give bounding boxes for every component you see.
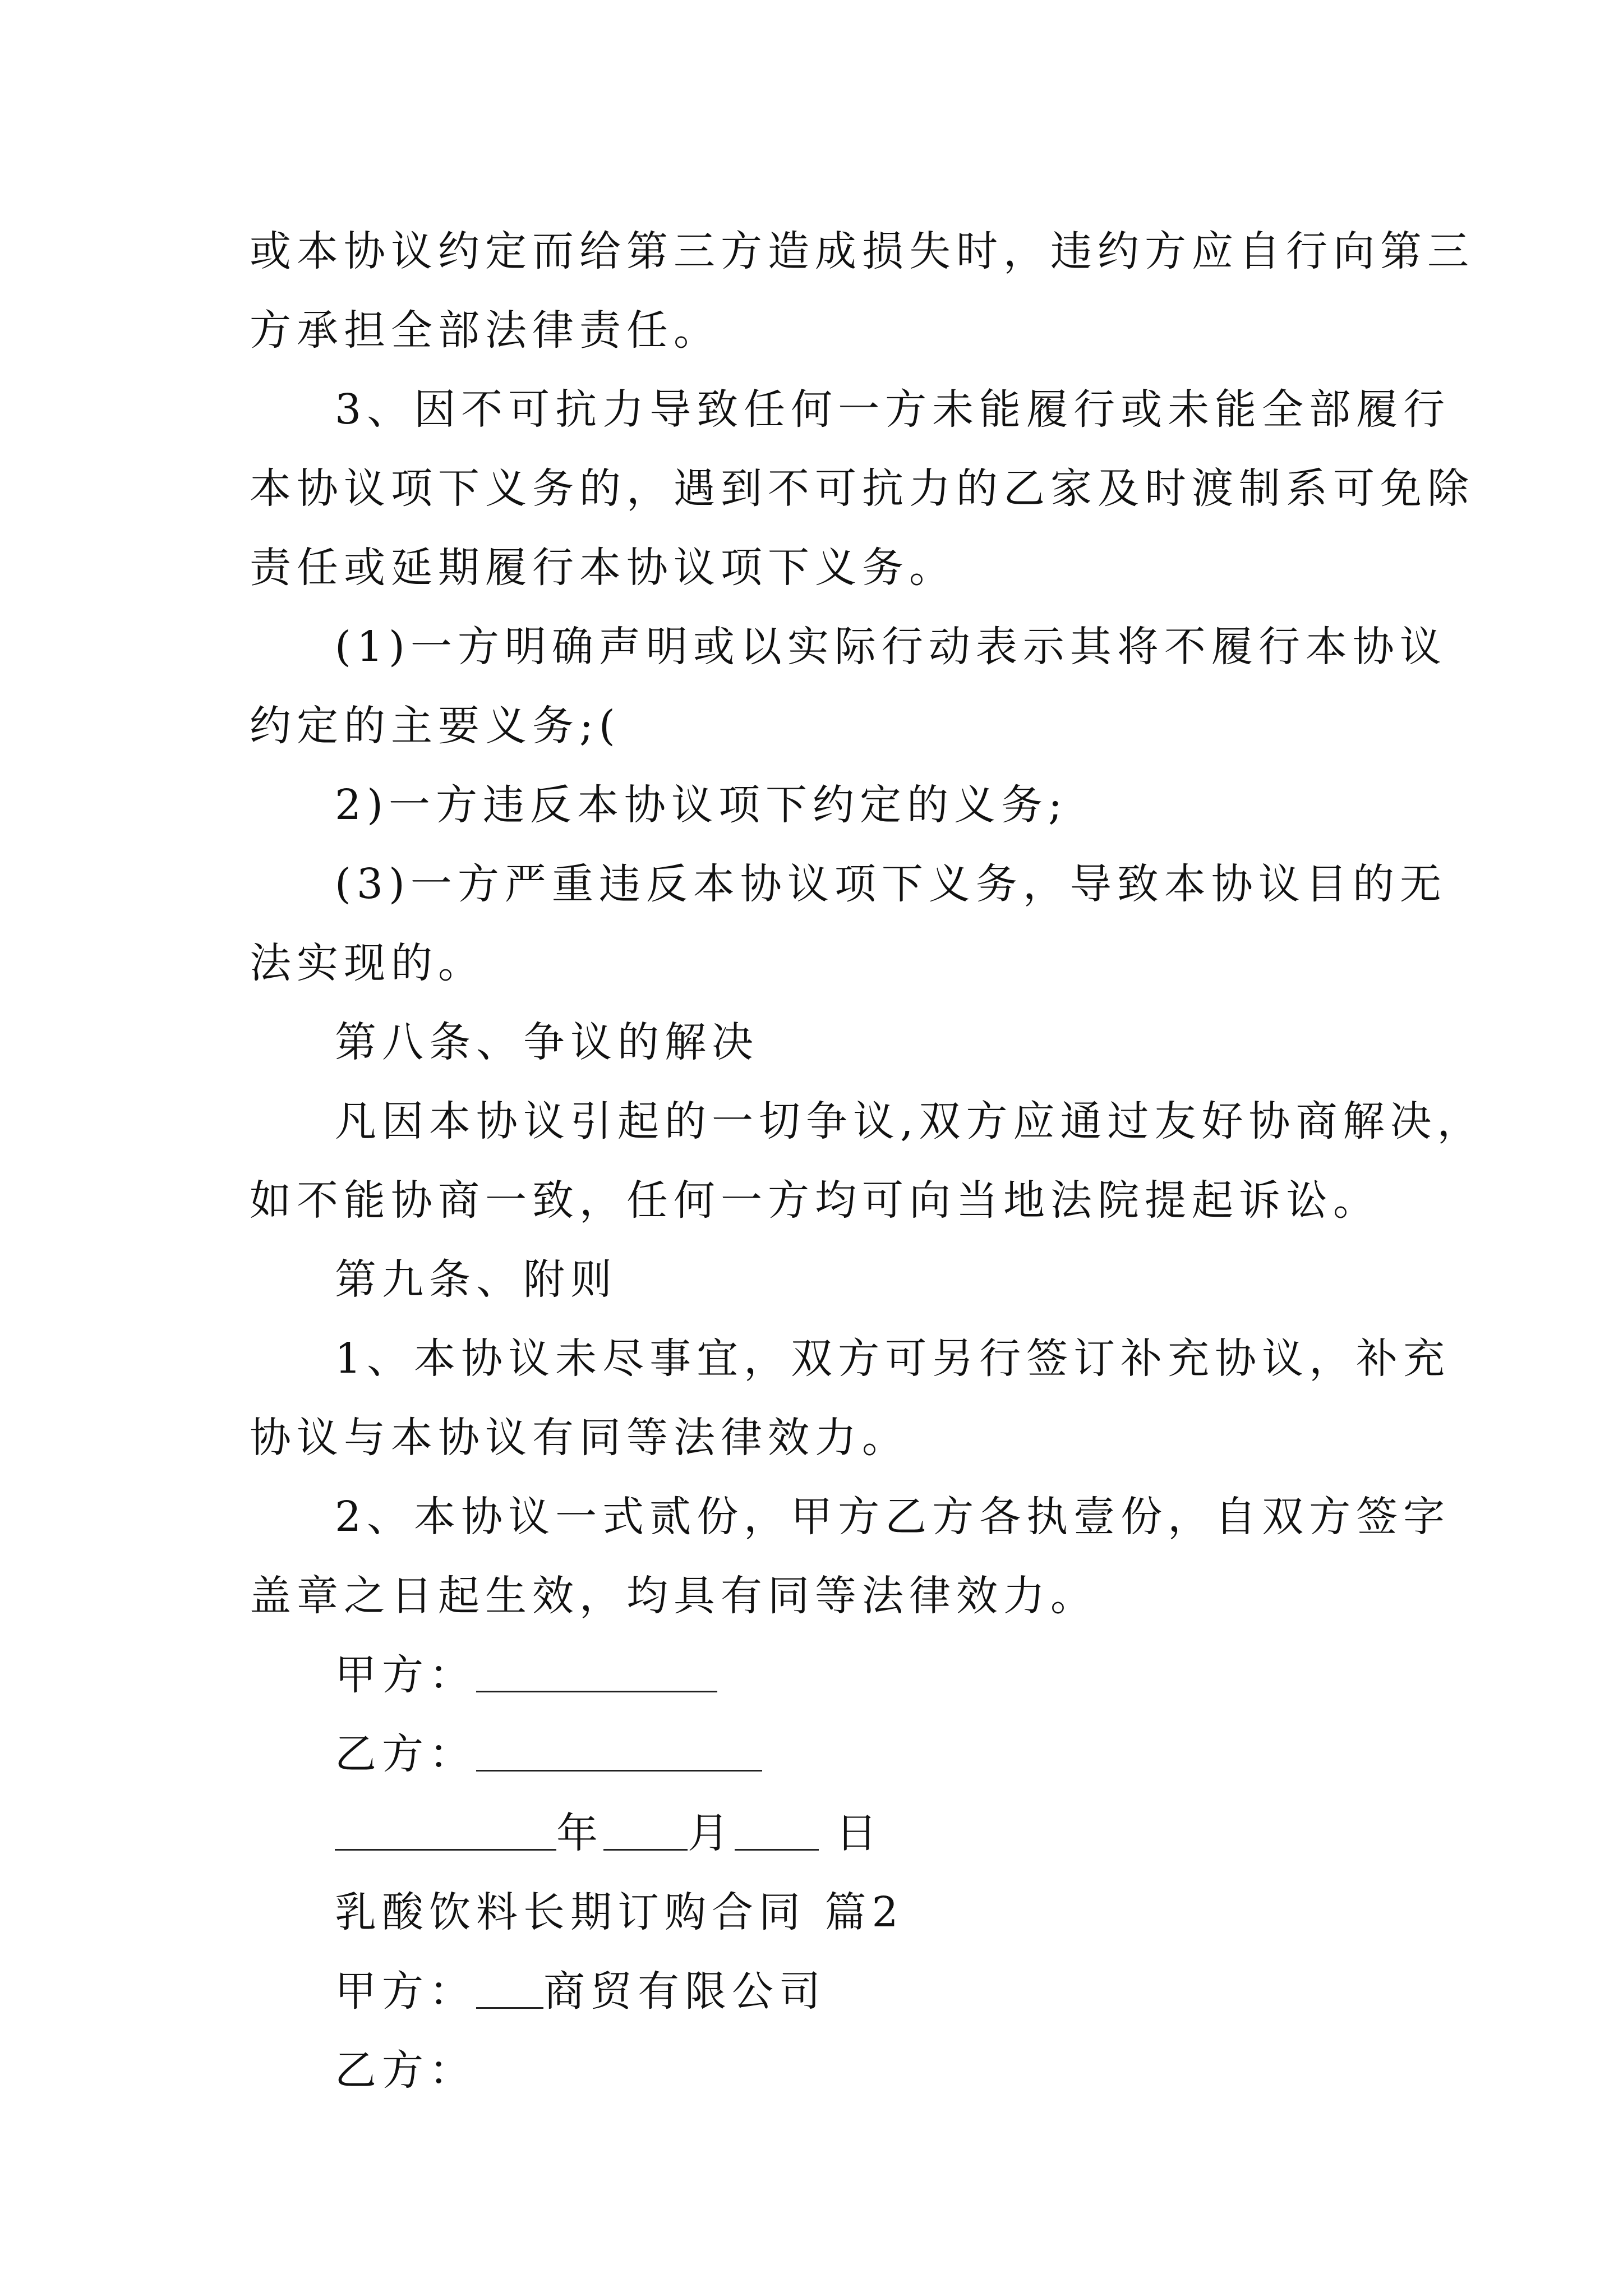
month-blank	[603, 1807, 688, 1851]
article-8-text-line-1: 凡因本协议引起的一切争议,双方应通过友好协商解决，	[335, 1097, 1484, 1145]
article-9-clause-1-line-1: 1、本协议未尽事宜，双方可另行签订补充协议，补充	[335, 1335, 1451, 1383]
item-2: 2)一方违反本协议项下约定的义务;	[335, 781, 1068, 829]
item-3-line-2: 法实现的。	[250, 939, 485, 987]
party-b-label: 乙方：	[335, 1730, 476, 1778]
article-9-heading: 第九条、附则	[335, 1255, 617, 1304]
contract-2-party-a-label: 甲方：	[335, 1967, 476, 2016]
article-9-clause-1-line-2: 协议与本协议有同等法律效力。	[250, 1414, 909, 1462]
contract-2-party-a-name: 商贸有限公司	[543, 1967, 826, 2016]
contract-2-party-b	[250, 2031, 1377, 2110]
day-blank	[735, 1807, 819, 1851]
article-9-clause-2-line-1: 2、本协议一式贰份，甲方乙方各执壹份，自双方签字	[335, 1493, 1451, 1541]
article-9-clause-2-line-2: 盖章之日起生效，均具有同等法律效力。	[250, 1572, 1098, 1620]
contract-2-title: 乳酸饮料长期订购合同 篇2	[335, 1888, 904, 1936]
party-b-signature-blank	[476, 1728, 762, 1772]
signature-date	[250, 1794, 1377, 1873]
party-a-label: 甲方：	[335, 1651, 476, 1699]
signature-party-b	[250, 1715, 1377, 1794]
contract-2-party-a	[250, 1952, 1377, 2031]
paragraph-1-line-2: 方承担全部法律责任。	[250, 306, 721, 355]
month-label: 月	[688, 1809, 735, 1857]
item-1-line-2: 约定的主要义务;(	[250, 702, 621, 750]
paragraph-2-line-3: 责任或延期履行本协议项下义务。	[250, 544, 956, 592]
paragraph-2-line-2: 本协议项下义务的，遇到不可抗力的乙家及时渡制系可免除	[250, 464, 1474, 513]
paragraph-2-line-1: 3、因不可抗力导致任何一方未能履行或未能全部履行	[335, 385, 1451, 434]
contract-2-party-b-label: 乙方：	[335, 2046, 476, 2095]
day-label: 日	[836, 1809, 883, 1857]
article-8-heading: 第八条、争议的解决	[335, 1018, 759, 1066]
item-1-line-1: (1)一方明确声明或以实际行动表示其将不履行本协议	[335, 623, 1447, 671]
party-a-signature-blank	[476, 1649, 717, 1692]
item-3-line-1: (3)一方严重违反本协议项下义务，导致本协议目的无	[335, 860, 1447, 908]
document-body	[250, 212, 1484, 2110]
year-blank	[335, 1807, 556, 1851]
article-8-text-line-2: 如不能协商一致，任何一方均可向当地法院提起诉讼。	[250, 1176, 1380, 1225]
year-label: 年	[556, 1809, 603, 1857]
signature-party-a	[250, 1636, 1377, 1715]
contract-2-party-a-blank	[476, 1966, 543, 2009]
paragraph-1-line-1: 或本协议约定而给第三方造成损失时，违约方应自行向第三	[250, 227, 1474, 275]
